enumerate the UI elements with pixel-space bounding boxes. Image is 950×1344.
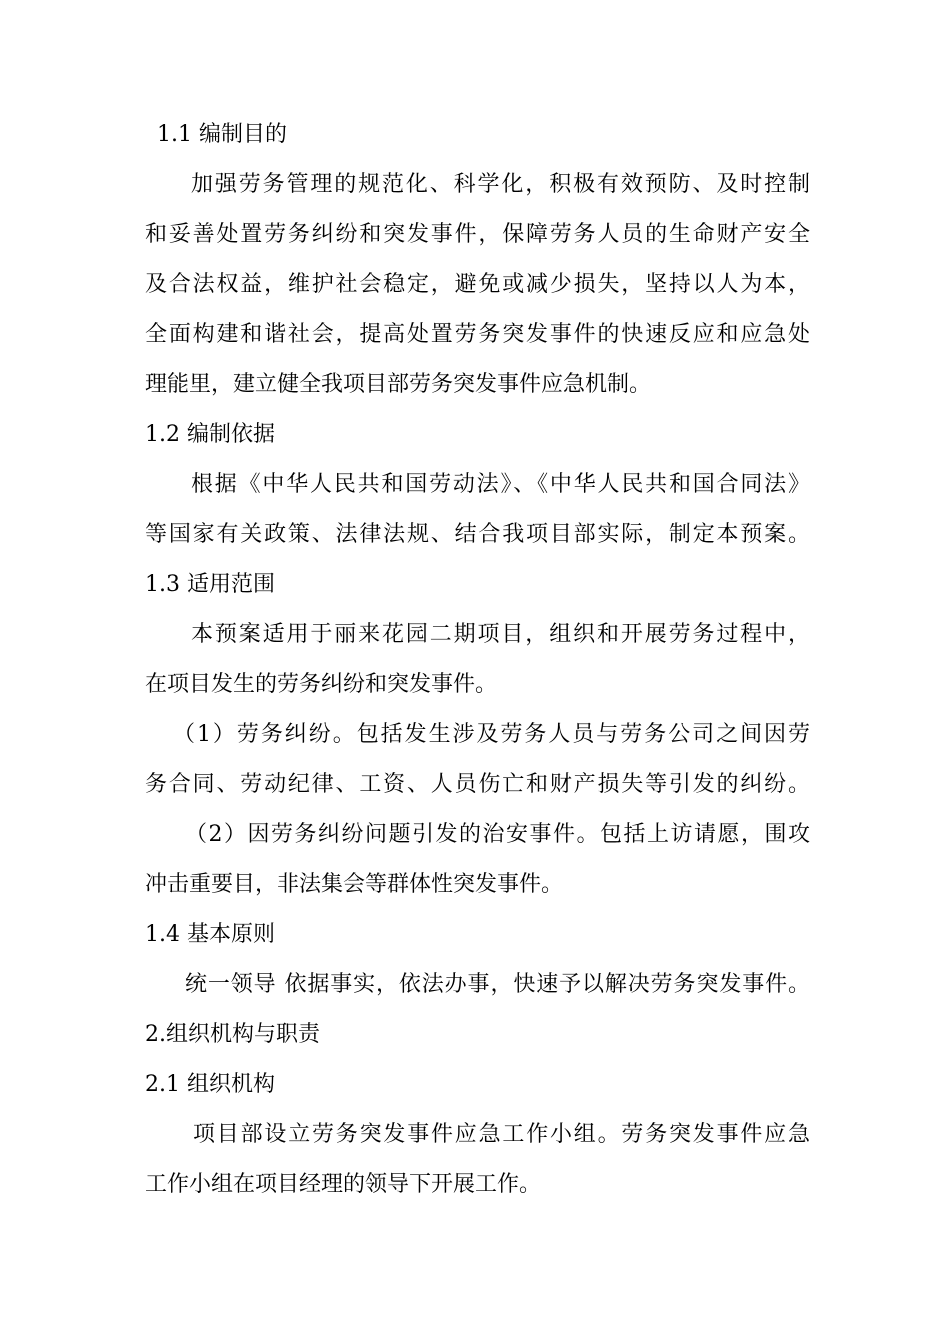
- list-item-line: 务合同、劳动纪律、工资、人员伤亡和财产损失等引发的纠纷。: [145, 772, 810, 797]
- list-item-line: （2）因劳务纠纷问题引发的治安事件。包括上访请愿，围攻: [185, 822, 810, 847]
- paragraph-line: 及合法权益，维护社会稳定，避免或减少损失，坚持以人为本，: [145, 272, 810, 297]
- paragraph-line: 本预案适用于丽来花园二期项目，组织和开展劳务过程中，: [191, 622, 810, 647]
- section-heading-2-1: 2.1 组织机构: [145, 1072, 275, 1097]
- section-heading-1-2: 1.2 编制依据: [145, 422, 275, 447]
- paragraph-line: 理能里，建立健全我项目部劳务突发事件应急机制。: [145, 372, 652, 397]
- paragraph-line: 全面构建和谐社会，提高处置劳务突发事件的快速反应和应急处: [145, 322, 810, 347]
- paragraph-line: 加强劳务管理的规范化、科学化，积极有效预防、及时控制: [191, 172, 810, 197]
- list-item-line: （1）劳务纠纷。包括发生涉及劳务人员与劳务公司之间因劳: [173, 722, 810, 747]
- list-item-line: 冲击重要目，非法集会等群体性突发事件。: [145, 872, 564, 897]
- section-heading-1-1: 1.1 编制目的: [157, 122, 287, 147]
- paragraph-line: 根据《中华人民共和国劳动法》、《中华人民共和国合同法》: [191, 472, 810, 497]
- paragraph-line: 项目部设立劳务突发事件应急工作小组。劳务突发事件应急: [193, 1122, 810, 1147]
- paragraph-line: 和妥善处置劳务纠纷和突发事件，保障劳务人员的生命财产安全: [145, 222, 810, 247]
- paragraph-line: 工作小组在项目经理的领导下开展工作。: [145, 1172, 542, 1197]
- section-heading-1-3: 1.3 适用范围: [145, 572, 275, 597]
- paragraph-line: 等国家有关政策、法律法规、结合我项目部实际，制定本预案。: [145, 522, 810, 547]
- paragraph-line: 统一领导 依据事实，依法办事，快速予以解决劳务突发事件。: [185, 972, 810, 997]
- document-body: [145, 110, 810, 1210]
- paragraph-line: 在项目发生的劳务纠纷和突发事件。: [145, 672, 498, 697]
- section-heading-1-4: 1.4 基本原则: [145, 922, 275, 947]
- section-heading-2: 2.组织机构与职责: [145, 1022, 320, 1047]
